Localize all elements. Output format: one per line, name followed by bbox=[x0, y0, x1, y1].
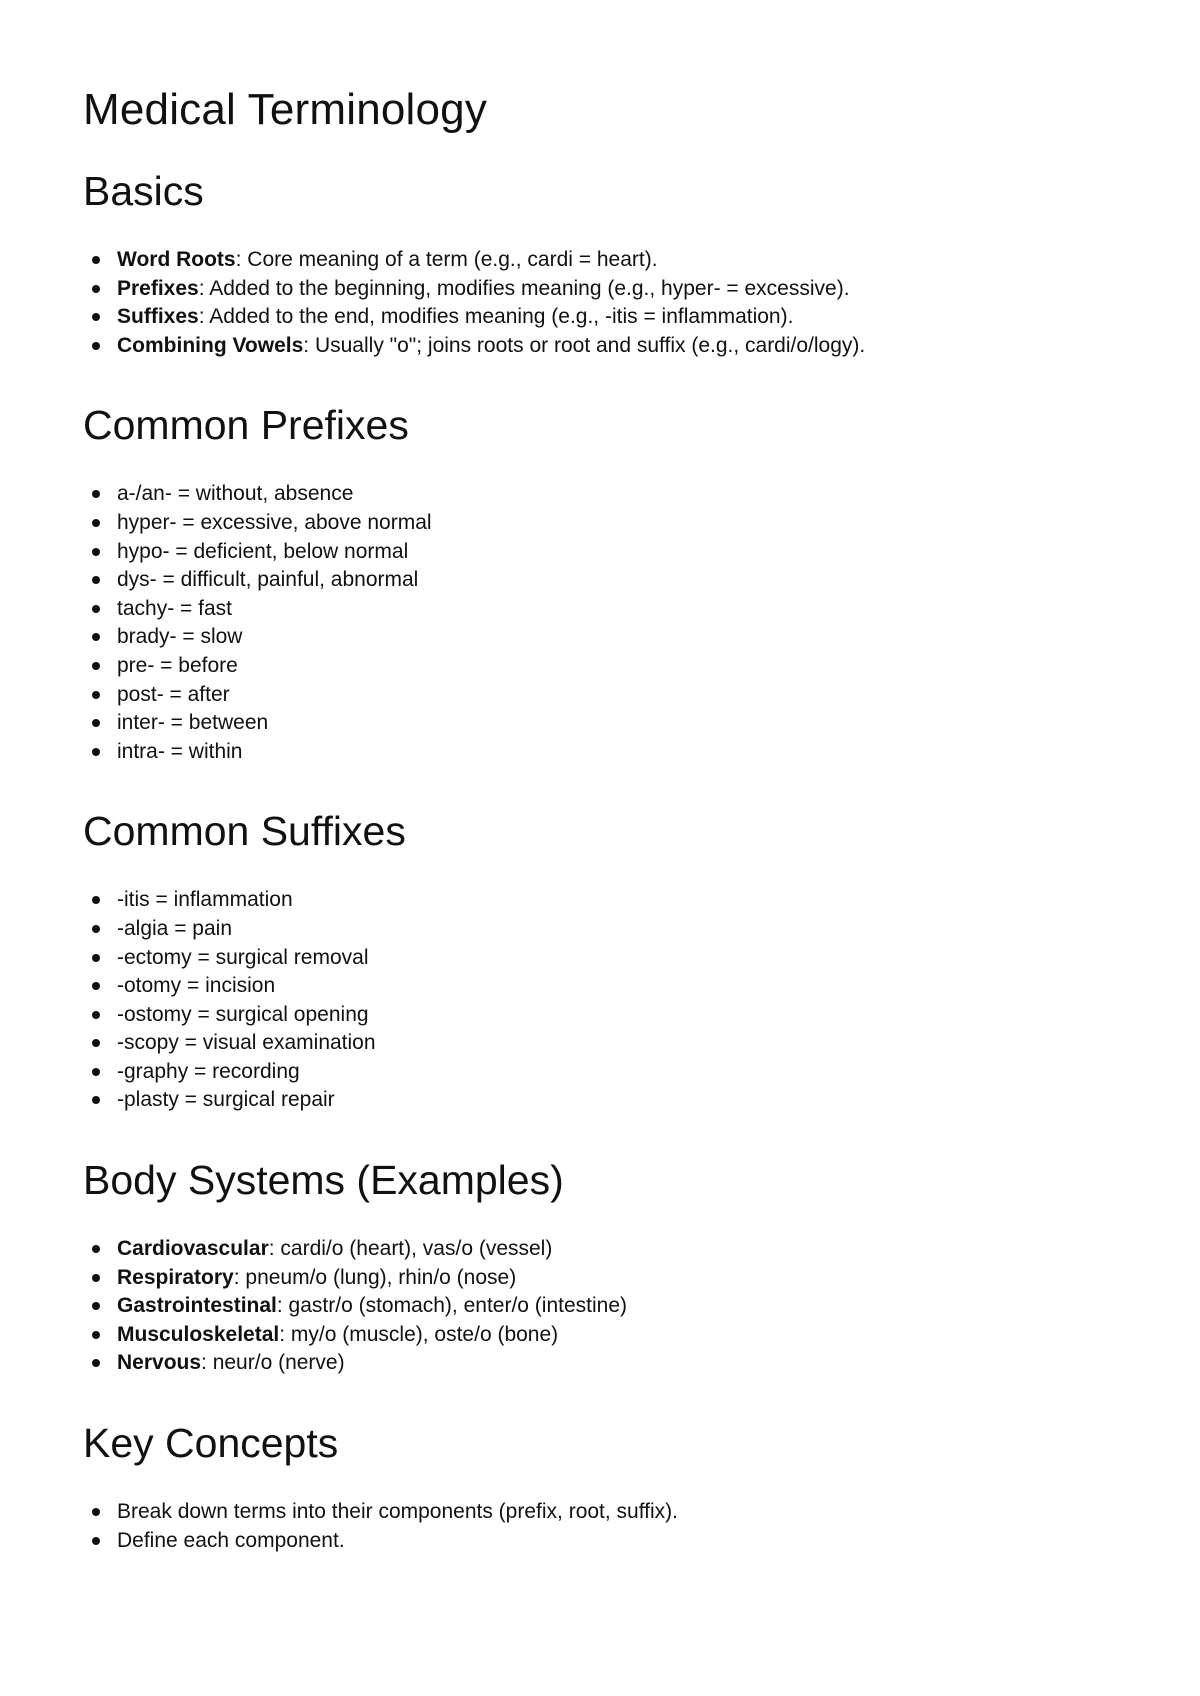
list-item bbox=[83, 1498, 1123, 1527]
list-item bbox=[83, 480, 1123, 509]
bullet-icon bbox=[92, 1331, 100, 1339]
list-item-term: Suffixes bbox=[117, 305, 199, 329]
sections-container bbox=[83, 166, 1123, 1555]
list-item-text: : gastr/o (stomach), enter/o (intestine) bbox=[276, 1294, 628, 1318]
bullet-list bbox=[83, 886, 1123, 1115]
list-item-text: tachy- = fast bbox=[117, 596, 232, 620]
list-item bbox=[83, 1235, 1123, 1264]
bullet-icon bbox=[92, 1302, 100, 1310]
section-heading: Common Prefixes bbox=[83, 402, 409, 449]
list-item-term: Respiratory bbox=[117, 1265, 234, 1289]
list-item-text: : Added to the end, modifies meaning (e.g., -itis = inflammation). bbox=[198, 305, 794, 329]
list-item-text: : my/o (muscle), oste/o (bone) bbox=[279, 1322, 559, 1346]
list-item-text: -otomy = incision bbox=[117, 974, 276, 998]
bullet-list bbox=[83, 246, 1123, 360]
bullet-icon bbox=[92, 633, 100, 641]
list-item bbox=[83, 972, 1123, 1001]
bullet-icon bbox=[92, 313, 100, 321]
bullet-icon bbox=[92, 548, 100, 556]
list-item-term: Musculoskeletal bbox=[117, 1322, 280, 1346]
list-item bbox=[83, 652, 1123, 681]
list-item-term: Prefixes bbox=[117, 276, 199, 300]
bullet-icon bbox=[92, 1508, 100, 1516]
list-item-text: Break down terms into their components (prefix, root, suffix). bbox=[117, 1500, 679, 1524]
list-item-text: -ectomy = surgical removal bbox=[117, 945, 369, 969]
bullet-icon bbox=[92, 1068, 100, 1076]
bullet-icon bbox=[92, 342, 100, 350]
bullet-icon bbox=[92, 605, 100, 613]
list-item bbox=[83, 944, 1123, 973]
list-item bbox=[83, 566, 1123, 595]
bullet-icon bbox=[92, 1274, 100, 1282]
bullet-list bbox=[83, 1235, 1123, 1378]
section-heading: Key Concepts bbox=[83, 1420, 339, 1467]
list-item-text: -scopy = visual examination bbox=[117, 1031, 376, 1055]
list-item-text: : Added to the beginning, modifies meaning (e.g., hyper- = excessive). bbox=[198, 276, 850, 300]
bullet-icon bbox=[92, 490, 100, 498]
list-item bbox=[83, 1292, 1123, 1321]
list-item-text: : Usually "o"; joins roots or root and suffix (e.g., cardi/o/logy). bbox=[303, 333, 866, 357]
list-item-term: Gastrointestinal bbox=[117, 1294, 277, 1318]
section-heading: Body Systems (Examples) bbox=[83, 1157, 564, 1204]
list-item bbox=[83, 1527, 1123, 1556]
bullet-icon bbox=[92, 719, 100, 727]
bullet-icon bbox=[92, 256, 100, 264]
bullet-icon bbox=[92, 691, 100, 699]
bullet-icon bbox=[92, 1039, 100, 1047]
list-item-text: : cardi/o (heart), vas/o (vessel) bbox=[268, 1237, 553, 1261]
list-item bbox=[83, 1264, 1123, 1293]
bullet-icon bbox=[92, 748, 100, 756]
list-item bbox=[83, 915, 1123, 944]
list-item bbox=[83, 681, 1123, 710]
list-item-text: dys- = difficult, painful, abnormal bbox=[117, 568, 419, 592]
list-item-text: -plasty = surgical repair bbox=[117, 1088, 335, 1112]
list-item bbox=[83, 275, 1123, 304]
section-heading: Basics bbox=[83, 168, 204, 214]
list-item-term: Nervous bbox=[117, 1351, 202, 1375]
list-item bbox=[83, 886, 1123, 915]
bullet-icon bbox=[92, 1245, 100, 1253]
list-item-text: : pneum/o (lung), rhin/o (nose) bbox=[233, 1265, 517, 1289]
list-item bbox=[83, 1001, 1123, 1030]
bullet-list bbox=[83, 1498, 1123, 1555]
page-title: Medical Terminology bbox=[83, 85, 488, 134]
list-item bbox=[83, 623, 1123, 652]
list-item-text: inter- = between bbox=[117, 711, 269, 735]
list-item-text: -algia = pain bbox=[117, 916, 232, 940]
list-item-text: pre- = before bbox=[117, 653, 238, 677]
list-item bbox=[83, 538, 1123, 567]
list-item bbox=[83, 1029, 1123, 1058]
bullet-icon bbox=[92, 925, 100, 933]
bullet-icon bbox=[92, 519, 100, 527]
list-item-text: Define each component. bbox=[117, 1528, 345, 1552]
list-item-text: -itis = inflammation bbox=[117, 888, 293, 912]
list-item bbox=[83, 595, 1123, 624]
list-item-term: Combining Vowels bbox=[117, 333, 304, 357]
bullet-icon bbox=[92, 954, 100, 962]
bullet-icon bbox=[92, 1537, 100, 1545]
bullet-icon bbox=[92, 576, 100, 584]
list-item-text: a-/an- = without, absence bbox=[117, 482, 354, 506]
list-item-text: intra- = within bbox=[117, 739, 243, 763]
list-item-text: hyper- = excessive, above normal bbox=[117, 510, 432, 534]
list-item bbox=[83, 738, 1123, 767]
list-item bbox=[83, 709, 1123, 738]
list-item-text: post- = after bbox=[117, 682, 230, 706]
list-item bbox=[83, 509, 1123, 538]
list-item bbox=[83, 1058, 1123, 1087]
list-item-term: Cardiovascular bbox=[117, 1237, 269, 1261]
bullet-icon bbox=[92, 982, 100, 990]
bullet-icon bbox=[92, 1011, 100, 1019]
bullet-icon bbox=[92, 1096, 100, 1104]
list-item-text: brady- = slow bbox=[117, 625, 243, 649]
list-item-text: -ostomy = surgical opening bbox=[117, 1002, 369, 1026]
bullet-icon bbox=[92, 285, 100, 293]
list-item bbox=[83, 303, 1123, 332]
list-item bbox=[83, 1349, 1123, 1378]
list-item-text: hypo- = deficient, below normal bbox=[117, 539, 409, 563]
list-item bbox=[83, 1321, 1123, 1350]
section-heading: Common Suffixes bbox=[83, 808, 406, 855]
bullet-icon bbox=[92, 896, 100, 904]
list-item-term: Word Roots bbox=[117, 248, 236, 271]
bullet-icon bbox=[92, 662, 100, 670]
list-item-text: : Core meaning of a term (e.g., cardi = heart). bbox=[235, 248, 658, 271]
list-item-text: -graphy = recording bbox=[117, 1059, 300, 1083]
bullet-list bbox=[83, 480, 1123, 766]
list-item bbox=[83, 246, 1123, 275]
list-item bbox=[83, 1086, 1123, 1115]
document-page bbox=[83, 80, 1123, 1595]
list-item-text: : neur/o (nerve) bbox=[201, 1351, 345, 1375]
bullet-icon bbox=[92, 1359, 100, 1367]
list-item bbox=[83, 332, 1123, 361]
